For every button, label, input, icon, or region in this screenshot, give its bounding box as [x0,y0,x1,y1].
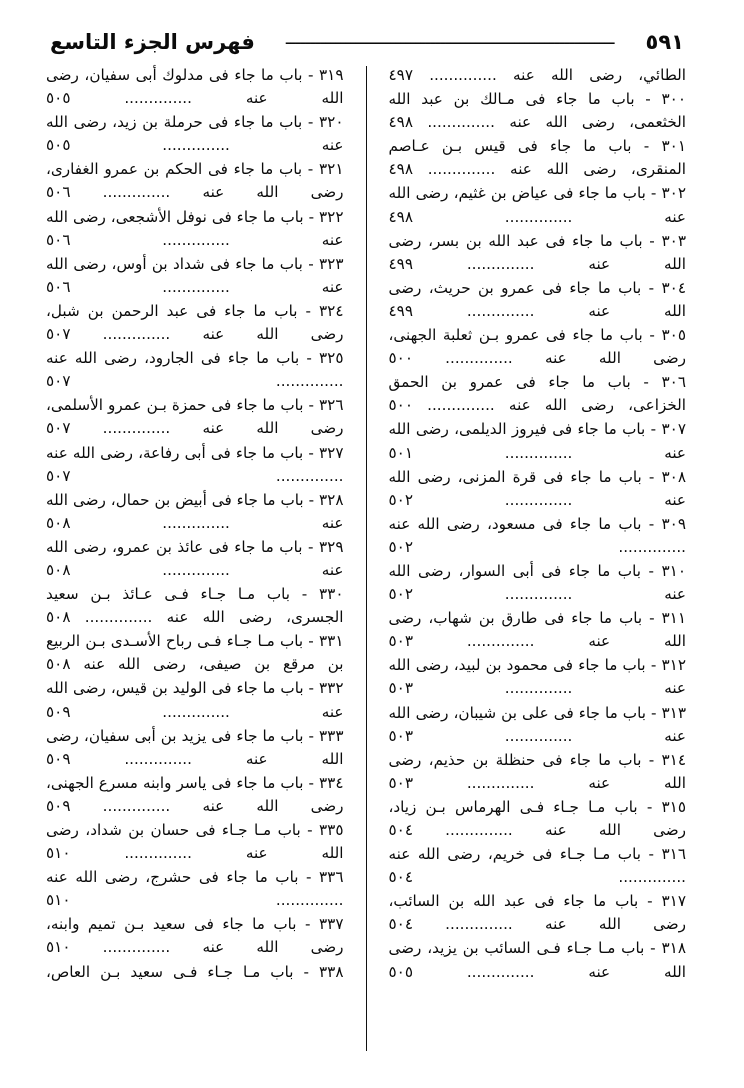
index-entry [46,819,344,865]
index-column-left [46,64,358,1064]
index-entry-title: ٣٢١ - باب ما جاء فى الحكم بن عمرو الغفارى، رضى الله عنه [46,160,344,202]
index-entry [389,230,687,276]
index-entry-title: ٣٠٨ - باب ما جاء فى قرة المزنى، رضى الله عنه [388,467,686,509]
index-entry-title: ٣٣٧ - باب ما جاء فى سعيد بـن تميم وابنه، رضى الله عنه [46,915,344,957]
index-entry-leader-dots: .............. [275,466,344,485]
index-entry-title: ٣٠٤ - باب ما جاء فى عمرو بن حريث، رضى الله عنه [388,278,687,320]
index-entry [389,890,687,936]
index-entry-leader-dots: .............. [124,844,246,863]
index-entry-page-number: ٥١٠ [46,891,276,910]
index-entry-leader-dots: .............. [162,702,322,721]
index-entry [389,560,687,606]
index-columns [46,64,686,1064]
index-entry-page-number: ٤٩٨ [388,207,505,226]
index-entry-page-number: ٥٠٤ [388,821,446,839]
index-entry-page-number: ٤٩٧ [388,66,430,84]
page-number: ٥٩١ [645,30,684,54]
index-entry-leader-dots: .............. [504,490,665,509]
index-entry-title: ٣٢٧ - باب ما جاء فى أبى رفاعة، رضى الله عنه [46,443,344,462]
index-entry [389,466,687,512]
index-entry-title: ٣٢٢ - باب ما جاء فى نوفل الأشجعى، رضى الله عنه [46,207,344,249]
index-entry-title: ٣٢٠ - باب ما جاء فى حرملة بن زيد، رضى الله عنه [46,113,344,155]
index-entry [46,64,344,110]
index-entry-leader-dots: .............. [466,773,589,792]
index-entry-title: ٣١٠ - باب ما جاء فى أبى السوار، رضى الله عنه [388,561,686,604]
index-entry-title: ٣٣٤ - باب ما جاء فى ياسر وابنه مسرع الجهنى، رضى الله عنه [46,773,344,815]
index-entry-title: ٣٣٣ - باب ما جاء فى يزيد بن أبى سفيان، رضى الله عنه [46,726,344,768]
column-divider [366,66,367,1051]
index-entry-page-number: ٥٠٦ [46,277,163,296]
index-entry-title: ٣٢٣ - باب ما جاء فى شداد بن أوس، رضى الله عنه [46,254,344,296]
index-entry-page-number: ٤٩٨ [388,113,428,132]
index-entry-page-number: ٥٠٥ [46,136,163,155]
index-entry-leader-dots: .............. [504,443,665,462]
index-entry-page-number: ٥١٠ [46,844,125,863]
index-entry-title: ٣٣١ - باب مـا جـاء فـى رباح الأسـدى بـن الربيع بن مرقع بن صيفى، رضى الله عنه [46,632,344,674]
index-entry-page-number: ٥٠٣ [388,773,467,792]
index-entry-leader-dots: .............. [504,207,665,226]
index-entry-page-number: ٤٩٨ [388,160,428,179]
index-entry [46,677,344,723]
index-entry [389,843,687,889]
index-entry-title: ٣١١ - باب ما جاء فى طارق بن شهاب، رضى الله عنه [388,609,687,651]
index-entry-leader-dots: .............. [429,66,513,84]
index-entry-page-number: ٥٠٣ [388,632,467,651]
index-entry-leader-dots: .............. [445,915,545,934]
index-entry-page-number: ٥٠٧ [46,372,276,391]
index-entry [389,607,687,653]
index-entry-title: ٣٠٧ - باب ما جاء فى فيروز الديلمى، رضى الله عنه [388,420,686,462]
index-entry-title: ٣٣٠ - باب مـا جـاء فـى عـائذ بـن سعيد الجسرى، رضى الله عنه [46,585,344,627]
index-entry [46,347,344,393]
index-entry-leader-dots: .............. [427,396,509,415]
index-entry [46,536,344,582]
index-entry-title: ٣٢٤ - باب ما جاء فى عبد الرحمن بن شبل، رضى الله عنه [46,301,344,344]
index-entry-title: ٣١٣ - باب ما جاء فى على بن شيبان، رضى الله عنه [388,703,686,745]
index-entry-leader-dots: .............. [504,585,665,604]
index-entry [389,371,687,417]
index-entry-title: ٣٠٢ - باب ما جاء فى عياض بن غثيم، رضى الله عنه [388,184,686,226]
index-entry-title: ٣٢٥ - باب ما جاء فى الجارود، رضى الله عنه [46,349,344,368]
index-entry-page-number: ٥٠٩ [46,796,103,815]
index-entry [46,253,344,299]
index-entry-leader-dots: .............. [618,868,686,887]
index-entry [46,725,344,771]
index-entry-page-number: ٥٠٢ [388,537,619,556]
index-entry-leader-dots: .............. [427,160,511,179]
index-entry-leader-dots: .............. [162,277,322,296]
index-entry-leader-dots: .............. [162,230,322,249]
index-entry [46,394,344,440]
index-entry-page-number: ٥٠٦ [46,230,163,249]
index-entry-page-number: ٥٠٧ [46,466,276,485]
index-entry [389,937,687,983]
index-entry [46,158,344,204]
index-entry-leader-dots: .............. [618,537,686,556]
index-entry [46,583,344,629]
index-entry-title: الطائي، رضى الله عنه [512,66,686,84]
index-entry-leader-dots: .............. [102,419,203,438]
index-entry [46,961,344,984]
index-entry-page-number: ٥٠٩ [46,702,163,721]
index-entry-page-number: ٥٠٢ [388,585,505,604]
index-entry-page-number: ٥١٠ [46,938,103,957]
index-entry-page-number: ٥٠٥ [46,89,125,108]
index-entry [46,206,344,252]
index-entry-title: ٣١٧ - باب ما جاء فى عبد الله بن السائب، رضى الله عنه [388,892,687,934]
index-entry-title: ٣٠٩ - باب ما جاء فى مسعود، رضى الله عنه [388,514,686,533]
index-entry [389,749,687,795]
index-entry-page-number: ٥٠٢ [388,490,505,509]
index-entry-leader-dots: .............. [445,821,545,839]
index-entry-title: ٣٠٣ - باب ما جاء فى عبد الله بن بسر، رضى الله عنه [388,231,687,273]
index-entry-leader-dots: .............. [275,372,344,391]
index-entry-leader-dots: .............. [466,254,589,273]
index-entry [389,135,687,181]
index-entry [46,442,344,488]
index-entry-leader-dots: .............. [102,938,203,957]
index-entry-page-number: ٥٠٣ [388,679,505,698]
page-title: فهرس الجزء التاسع [50,30,255,54]
index-entry [389,796,687,842]
index-entry-leader-dots: .............. [162,513,322,532]
index-entry-page-number: ٥٠٨ [46,513,163,532]
index-entry-page-number: ٥٠٥ [388,962,467,981]
index-entry-title: ٣٢٦ - باب ما جاء فى حمزة بـن عمرو الأسلمى، رضى الله عنه [46,396,344,438]
index-entry [46,772,344,818]
index-entry-title: ٣١٤ - باب ما جاء فى حنظلة بن حذيم، رضى الله عنه [388,750,687,792]
index-entry-title: ٣١٢ - باب ما جاء فى محمود بن لبيد، رضى الله عنه [388,656,686,698]
index-entry [46,300,344,346]
index-entry-leader-dots: .............. [162,136,322,155]
index-entry [46,630,344,676]
index-entry-leader-dots: .............. [466,962,589,981]
index-entry [389,513,687,559]
index-entry [389,64,687,87]
index-entry-page-number: ٥٠٠ [388,396,428,415]
index-entry-page-number: ٥٠٠ [388,349,446,368]
index-entry-title: ٣٠٦ - باب ما جاء فى عمرو بن الحمق الخزاعى، رضى الله عنه [388,373,686,415]
page-header [46,24,686,60]
index-column-right [375,64,687,1064]
index-entry-leader-dots: .............. [102,325,203,344]
index-entry-title: ٣٠٥ - باب ما جاء فى عمرو بـن ثعلبة الجهنى، رضى الله عنه [388,326,687,368]
index-entry-page-number: ٥٠٤ [388,915,446,934]
index-entry [389,88,687,134]
index-entry [46,111,344,157]
index-entry-title: ٣٢٩ - باب ما جاء فى عائذ بن عمرو، رضى الله عنه [46,537,344,579]
index-entry-leader-dots: .............. [162,560,322,579]
index-entry-leader-dots: .............. [504,726,665,745]
index-entry-page-number: ٤٩٩ [388,254,467,273]
index-entry-leader-dots: .............. [466,632,589,651]
index-entry-title: ٣٣٢ - باب ما جاء فى الوليد بن قيس، رضى الله عنه [46,679,344,721]
index-entry [389,654,687,700]
index-entry-title: ٣٠٠ - باب ما جاء فى مـالك بن عبد الله الخثعمى، رضى الله عنه [388,90,687,132]
index-entry-leader-dots: .............. [445,349,545,368]
index-entry-page-number: ٥٠٤ [388,868,619,887]
index-entry-page-number: ٥٠٩ [46,749,125,768]
index-entry-page-number: ٥٠٨ [46,608,85,627]
index-entry [389,702,687,748]
index-entry-leader-dots: .............. [427,113,510,132]
index-entry-title: ٣٣٦ - باب ما جاء فى حشرج، رضى الله عنه [46,868,344,887]
index-entry [389,182,687,228]
index-entry-leader-dots: .............. [124,749,246,768]
index-entry-leader-dots: .............. [102,183,203,202]
index-entry-page-number: ٥٠٧ [46,419,103,438]
index-entry-title: ٣٢٨ - باب ما جاء فى أبيض بن حمال، رضى الله عنه [46,490,344,532]
index-entry-page-number: ٥٠٧ [46,325,103,344]
index-entry-title: ٣١٨ - باب مـا جـاء فـى السائب بن يزيد، رضى الله عنه [388,939,687,981]
index-entry-leader-dots: .............. [102,796,203,815]
index-entry [389,277,687,323]
index-entry-page-number: ٥٠٣ [388,726,505,745]
index-entry-title: ٣١٩ - باب ما جاء فى مدلوك أبى سفيان، رضى الله عنه [46,66,344,108]
index-entry [46,489,344,535]
index-entry-title: ٣٠١ - باب ما جاء فى قيس بـن عـاصم المنقرى، رضى الله عنه [388,137,686,179]
index-entry-page-number: ٤٩٩ [388,301,467,320]
index-entry-page-number: ٥٠٦ [46,183,103,202]
index-entry-page-number: ٥٠١ [388,443,505,462]
index-entry-page-number: ٥٠٨ [46,655,84,674]
index-entry-leader-dots: .............. [275,891,344,910]
index-entry [46,866,344,912]
index-entry-title: ٣٣٥ - باب مـا جـاء فى حسان بن شداد، رضى الله عنه [46,821,344,863]
index-entry-page-number: ٥٠٨ [46,560,163,579]
index-entry-leader-dots: .............. [504,679,665,698]
index-entry [46,913,344,959]
index-entry [389,418,687,464]
index-entry-leader-dots: .............. [84,608,167,627]
index-entry-title: ٣٣٨ - باب مـا جـاء فـى سعيد بـن العاص، [46,962,344,981]
index-entry-title: ٣١٥ - باب مـا جـاء فـى الهرماس بـن زياد، رضى الله عنه [388,797,687,839]
index-entry-leader-dots: .............. [124,89,246,108]
header-rule: ــــــــــــــــــــــــــــــــــــــــــــــــــــــــــــــــــ [285,29,615,49]
index-entry-title: ٣١٦ - باب مـا جـاء فى خريم، رضى الله عنه [388,845,686,864]
index-entry [389,324,687,370]
index-entry-leader-dots: .............. [466,301,589,320]
